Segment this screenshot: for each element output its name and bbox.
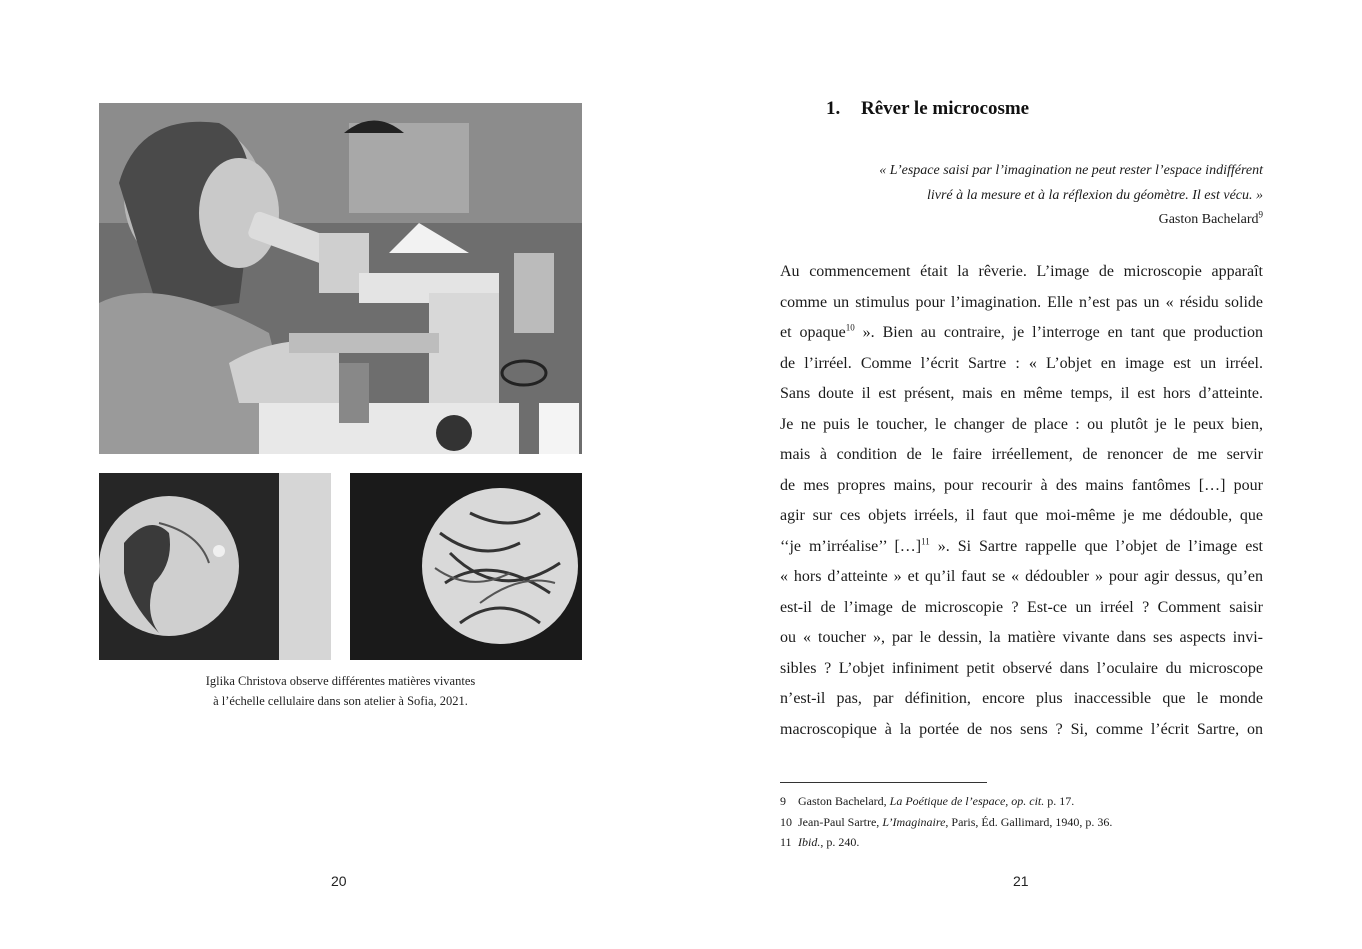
text-segment: ‘‘je m’irréalise’’ […]	[780, 537, 922, 555]
footnote	[780, 832, 1112, 853]
footnote-number: 11	[780, 835, 792, 849]
section-heading	[826, 98, 1029, 120]
woman-at-microscope-illustration	[99, 103, 582, 454]
text-line: agir sur ces objets irréels, il faut que moi-même je me dédouble, que	[780, 507, 1263, 524]
text-line: Au commencement était la rêverie. L’image de microscopie apparaît	[780, 263, 1263, 280]
text-line: sibles ? L’objet infiniment petit observé dans l’oculaire du microscope	[780, 659, 1263, 677]
footnote-text: , p. 240.	[820, 835, 860, 849]
section-number: 1.	[826, 98, 841, 119]
microscope-view-fibers-photo	[350, 473, 582, 660]
photo-caption	[99, 671, 582, 711]
text-line: mais à condition de le faire irréellement, de renoncer de me servir	[780, 446, 1263, 463]
footnote-number: 10	[780, 814, 792, 829]
epigraph-line: livré à la mesure et à la réflexion du géomètre. Il est vécu. »	[926, 188, 1263, 203]
text-line: ou « toucher », par le dessin, la matière vivante dans ses aspects invi-	[780, 629, 1263, 646]
text-line: « hors d’atteinte » et qu’il faut se « dédoubler » pour agir dessus, qu’en	[780, 568, 1263, 585]
footnote-text: p. 17.	[1044, 794, 1075, 808]
text-line: Je ne puis le toucher, le changer de place : ou plutôt je le peux bien,	[780, 415, 1263, 433]
page-number-left: 20	[331, 873, 347, 889]
footnote	[780, 791, 1112, 812]
epigraph-line: « L’espace saisi par l’imagination ne peut rester l’espace indifférent	[879, 163, 1263, 178]
footnote-text: Jean-Paul Sartre,	[798, 814, 883, 829]
footnote-ref: 11	[921, 536, 930, 547]
text-segment: ». Si Sartre rappelle que l’objet de l’image est	[929, 537, 1263, 555]
microscope-fibers-illustration	[350, 473, 582, 660]
footnote-title: Ibid.	[798, 835, 821, 849]
footnote-ref: 10	[845, 322, 855, 333]
footnote-text: , Paris, Éd. Gallimard, 1940, p. 36.	[945, 814, 1113, 829]
text-line	[780, 532, 1263, 563]
caption-line: Iglika Christova observe différentes matières vivantes	[205, 674, 476, 688]
text-segment: et opaque	[780, 324, 846, 341]
epigraph-author	[780, 208, 1263, 232]
microscope-view-cells-photo	[99, 473, 331, 660]
text-segment: ». Bien au contraire, je l’interroge en tant que production	[854, 324, 1263, 341]
text-line: n’est-il pas, par définition, encore plus inaccessible que le monde	[780, 690, 1263, 707]
footnote-ref: 9	[1258, 209, 1263, 220]
epigraph	[780, 158, 1263, 232]
microscope-cells-illustration	[99, 473, 331, 660]
text-line: est-il de l’image de microscopie ? Est-ce un irréel ? Comment saisir	[780, 598, 1263, 616]
text-line: comme un stimulus pour l’imagination. Elle n’est pas un « résidu solide	[780, 293, 1263, 311]
woman-at-microscope-photo	[99, 103, 582, 454]
text-line: Sans doute il est présent, mais en même temps, il est hors d’atteinte.	[780, 385, 1263, 402]
footnote-number: 9	[780, 794, 786, 808]
text-line: macroscopique à la portée de nos sens ? Si, comme l’écrit Sartre, on	[780, 720, 1263, 738]
section-title: Rêver le microcosme	[861, 98, 1030, 119]
footnote-divider	[780, 782, 987, 783]
text-line	[780, 318, 1263, 349]
text-line: de mes propres mains, pour recourir à des mains fantômes […] pour	[780, 476, 1263, 494]
footnote-text: Gaston Bachelard,	[798, 794, 890, 808]
text-line: de l’irréel. Comme l’écrit Sartre : « L’objet en image est un irréel.	[780, 354, 1263, 372]
footnote-title: La Poétique de l’espace, op. cit.	[889, 794, 1045, 808]
page-number-right: 21	[1013, 873, 1029, 889]
body-paragraph	[780, 257, 1263, 745]
footnote-title: L’Imaginaire	[882, 814, 946, 829]
epigraph-author-name: Gaston Bachelard	[1158, 212, 1259, 227]
footnote	[780, 812, 1112, 833]
caption-line: à l’échelle cellulaire dans son atelier à Sofia, 2021.	[213, 694, 468, 708]
footnotes	[780, 791, 1112, 853]
